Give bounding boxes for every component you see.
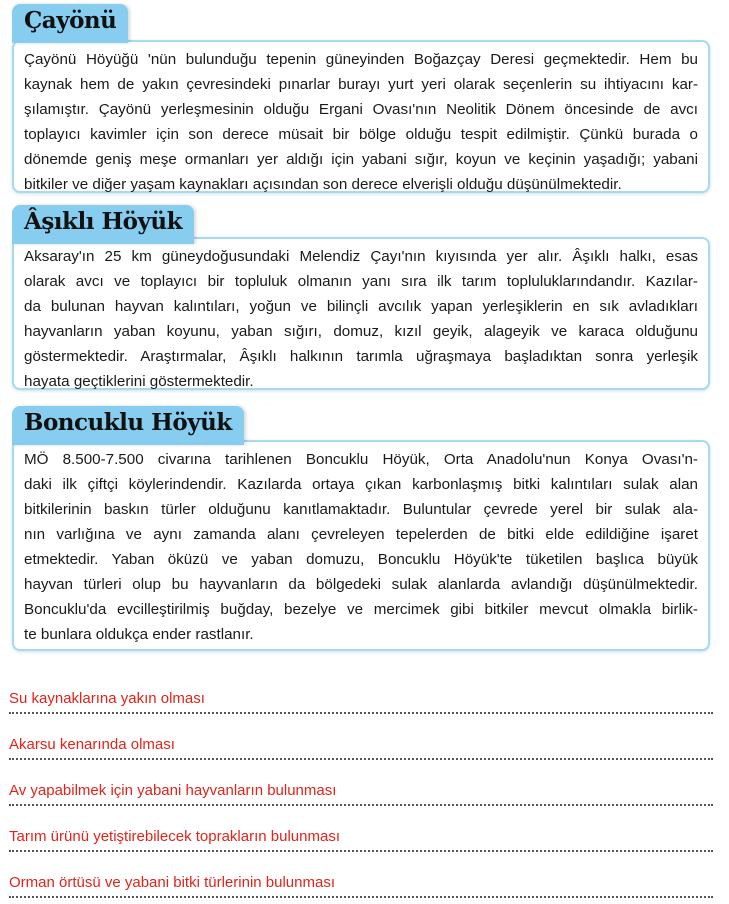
answer-line: [9, 826, 713, 852]
answer-text: Av yapabilmek için yabani hayvanların bulunması: [9, 782, 337, 799]
text-line: etmektedir. Yaban öküzü ve yaban domuzu, Boncuklu Höyük'te tüketilen başlıca büyük: [24, 551, 698, 568]
answer-line: [9, 780, 713, 806]
text-line: da bulunan hayvan kalıntıları, yoğun ve bilinçli avcılık yapan yerleşiklerin en sık avladıkları: [24, 298, 698, 315]
text-line: bitkiler ve diğer yaşam kaynakları açısından son derece elverişli olduğu düşünülmektedir.: [24, 176, 622, 193]
text-line: daki ilk çiftçi köylerindendir. Kazılarda ortaya çıkan karbonlaşmış bitki kalıntıları sulak alan: [24, 476, 698, 493]
text-box: [12, 237, 710, 390]
text-line: hayvanların yaban koyunu, yaban sığırı, domuz, kızıl geyik, alageyik ve karaca olduğunu: [24, 323, 698, 340]
section-asikli: [12, 205, 710, 389]
text-line: göstermektedir. Araştırmalar, Âşıklı halkının tarımla uğraşmaya başladıktan sonra yerleşik: [24, 348, 698, 365]
text-line: nın varlığına ve aynı zamanda alanı çevreleyen tepelerden de bitki elde edildiğine işaret: [24, 526, 698, 543]
section-cayonu: [12, 4, 710, 193]
text-box: [12, 440, 710, 651]
text-line: hayvan türleri olup bu hayvanların da bölgedeki sulak alanlarda avlandığı düşünülmektedir.: [24, 576, 698, 593]
answer-text: Akarsu kenarında olması: [9, 736, 175, 753]
text-line: bitkilerinin baskın türler olduğunu kanıtlamaktadır. Buluntular çevrede yerel bir sulak ala-: [24, 501, 698, 518]
text-line: MÖ 8.500-7.500 civarına tarihlenen Boncuklu Höyük, Orta Anadolu'nun Konya Ovası'n-: [24, 451, 698, 468]
text-line: olarak avcı ve toplayıcı bir topluluk olmanın yanı sıra ilk tarım topluluklarındandır. Kazılar-: [24, 273, 698, 290]
text-line: şılamıştır. Çayönü yerleşmesinin olduğu Ergani Ovası'nın Neolitik Dönem öncesinde de avcı: [24, 101, 698, 118]
answer-line: [9, 734, 713, 760]
text-line: hayata geçtiklerini göstermektedir.: [24, 373, 254, 390]
answer-line: [9, 872, 713, 898]
answer-line: [9, 688, 713, 714]
text-line: dönemde geniş meşe ormanları yer aldığı için yabani sığır, koyun ve keçinin yaşadığı; yabani: [24, 151, 698, 168]
text-line: toplayıcı kavimler için son derece müsait bir bölge olduğu tespit edilmiştir. Çünkü burada o: [24, 126, 698, 143]
section-title: Çayönü: [12, 4, 128, 43]
text-line: Aksaray'ın 25 km güneydoğusundaki Melendiz Çayı'nın kıyısında yer alır. Âşıklı halkı, esas: [24, 248, 698, 265]
text-line: Çayönü Höyüğü 'nün bulunduğu tepenin güneyinden Boğazçay Deresi geçmektedir. Hem bu: [24, 51, 698, 68]
text-line: te bunlara oldukça ender rastlanır.: [24, 626, 254, 643]
section-boncuklu: [12, 406, 710, 651]
text-box: [12, 40, 710, 193]
section-title: Âşıklı Höyük: [12, 205, 194, 244]
answer-text: Tarım ürünü yetiştirebilecek toprakların bulunması: [9, 828, 340, 845]
answer-text: Su kaynaklarına yakın olması: [9, 690, 205, 707]
text-line: Boncuklu'da evcilleştirilmiş buğday, bezelye ve mercimek gibi bitkiler mevcut olmakla birlik-: [24, 601, 698, 618]
section-title: Boncuklu Höyük: [12, 406, 244, 445]
answer-text: Orman örtüsü ve yabani bitki türlerinin bulunması: [9, 874, 335, 891]
text-line: kaynak hem de yakın çevresindeki pınarlar burayı yurt yeri olarak seçenlerin su ihtiyacını kar-: [24, 76, 698, 93]
